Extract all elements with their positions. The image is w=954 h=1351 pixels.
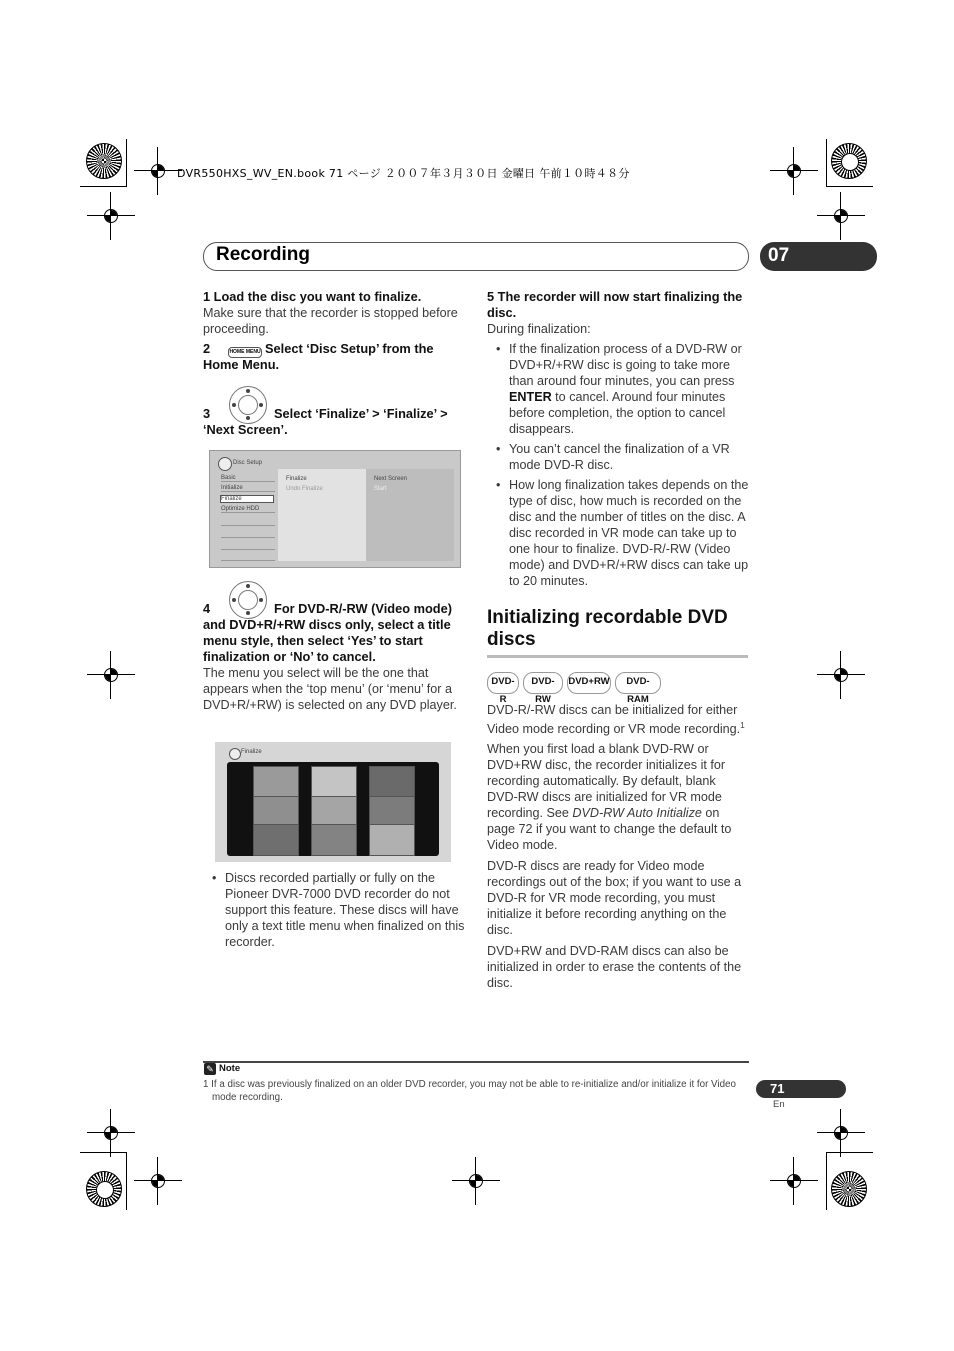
option-start[interactable]: Start: [374, 486, 387, 492]
step-4: [203, 601, 465, 713]
registration-target-icon: [101, 206, 121, 226]
registration-target-icon: [831, 665, 851, 685]
bullet-vr-mode: • You can’t cancel the finalization of a VR mode DVD-R disc.: [487, 441, 749, 473]
step-1: [203, 289, 465, 337]
section-heading: Initializing recordable DVD discs: [487, 607, 728, 650]
crop-mark: [80, 186, 126, 187]
registration-target-icon: [148, 1171, 168, 1191]
step-1-title: 1 Load the disc you want to finalize.: [203, 289, 422, 304]
crop-mark: [126, 1152, 127, 1210]
chapter-number: 07: [768, 245, 790, 266]
registration-target-icon: [466, 1171, 486, 1191]
divider: [221, 549, 275, 550]
step-2-number: 2: [203, 341, 211, 356]
submenu-panel: [278, 469, 366, 561]
divider: [221, 525, 275, 526]
registration-target-icon: [101, 1123, 121, 1143]
home-menu-button-icon: HOME MENU: [228, 347, 262, 358]
registration-target-icon: [101, 665, 121, 685]
crop-mark: [80, 1152, 126, 1153]
menu-item-optimize-hdd[interactable]: Optimize HDD: [221, 506, 275, 513]
heading-rule: [487, 655, 748, 658]
step-5-title: 5 The recorder will now start finalizing the disc.: [487, 289, 743, 320]
left-bullets: [203, 870, 465, 954]
disc-tag-dvd-plus-rw: DVD+RW: [567, 672, 611, 694]
step-4-title: For DVD-R/-RW (Video mode) and DVD+R/+RW discs only, select a title menu style, then select ‘Yes’ to start finalization or ‘No’ to cancel.: [203, 601, 452, 664]
crop-mark: [126, 139, 127, 187]
disc-tag-dvd-r: DVD-R: [487, 672, 519, 694]
print-header: DVR550HXS_WV_EN.book 71 ページ ２００７年３月３０日 金曜日 午前１０時４８分: [177, 167, 630, 180]
step-2-title: Select ‘Disc Setup’ from the Home Menu.: [203, 341, 434, 372]
menu-style-thumbnail[interactable]: [253, 766, 299, 798]
registration-target-icon: [831, 206, 851, 226]
step-3-title: Select ‘Finalize’ > ‘Finalize’ > ‘Next Screen’.: [203, 406, 448, 437]
para-2-text-end: on page 72 if you want to change the default to Video mode.: [487, 806, 732, 853]
note-pencil-icon: ✎: [204, 1063, 216, 1075]
registration-wheel-icon: [831, 1171, 867, 1207]
registration-wheel-icon: [86, 143, 122, 179]
page-lang: En: [773, 1099, 785, 1110]
crop-mark: [826, 139, 827, 187]
menu-style-thumbnail[interactable]: [311, 766, 357, 798]
screen-title: Finalize: [241, 749, 262, 755]
crop-mark: [826, 1152, 827, 1210]
crop-mark: [827, 186, 873, 187]
para-2: [487, 741, 749, 853]
submenu-undo-finalize[interactable]: Undo Finalize: [286, 486, 323, 492]
bullet-cancel: [487, 341, 749, 437]
registration-wheel-icon: [86, 1171, 122, 1207]
bullet-duration: • How long finalization takes depends on the type of disc, how much is recorded on the disc and the number of titles on the disc. A disc recorded in VR mode can take up to one hour to finalize. DVD-R/-RW (Video mode) and DVD+R/+RW discs can take up to 20 minutes.: [487, 477, 749, 589]
step-5: [487, 289, 749, 593]
option-next-screen[interactable]: Next Screen: [374, 476, 408, 482]
para-4: DVD+RW and DVD-RAM discs can also be initialized in order to erase the contents of the disc.: [487, 944, 742, 991]
para-1: [487, 702, 749, 737]
registration-target-icon: [148, 161, 168, 181]
cross-reference: DVD-RW Auto Initialize: [572, 806, 702, 821]
registration-target-icon: [784, 1171, 804, 1191]
registration-target-icon: [831, 1123, 851, 1143]
para-1-text: DVD-R/-RW discs can be initialized for either Video mode recording or VR mode recording.: [487, 703, 741, 737]
disc-icon: [218, 457, 232, 471]
finalize-screen: [215, 742, 451, 862]
chapter-title: Recording: [216, 244, 310, 265]
disc-tag-dvd-rw: DVD-RW: [523, 672, 563, 694]
menu-item-initialize[interactable]: Initialize: [221, 485, 275, 492]
bullet-cancel-text: If the finalization process of a DVD-RW or DVD+R/+RW disc is going to take more than around four minutes, you can press ENTER to cancel. Around four minutes before completion, the option to cancel disappears.: [509, 342, 742, 436]
menu-item-basic[interactable]: Basic: [221, 475, 275, 482]
menu-column: [218, 473, 276, 561]
registration-wheel-icon: [831, 143, 867, 179]
menu-style-thumbnail[interactable]: [311, 824, 357, 856]
chapter-number-badge: [760, 242, 877, 271]
step-1-body: Make sure that the recorder is stopped before proceeding.: [203, 306, 458, 336]
note-rule: [203, 1061, 749, 1063]
page-number: 71: [770, 1081, 785, 1096]
step-3-number: 3: [203, 406, 211, 421]
footnote-ref[interactable]: 1: [740, 721, 745, 730]
para-3: DVD-R discs are ready for Video mode recordings out of the box; if you want to use a DVD-R for VR mode recording, you must initialize it before recording anything on the disc.: [487, 859, 742, 938]
divider: [221, 560, 275, 561]
menu-style-thumbnail[interactable]: [369, 766, 415, 798]
divider: [221, 537, 275, 538]
step-5-body: During finalization:: [487, 322, 591, 336]
step-4-body: The menu you select will be the one that appears when the ‘top menu’ (or ‘menu’ for a DVD+R/+RW) is selected on any DVD player.: [203, 666, 457, 712]
enter-key-label: ENTER: [509, 390, 552, 404]
disc-tag-dvd-ram: DVD-RAM: [615, 672, 661, 694]
para-2-text: When you first load a blank DVD-RW or DVD+RW disc, the recorder initializes it for recording automatically. By default, blank DVD-RW discs are initialized for VR mode recording. See: [487, 742, 726, 821]
menu-style-thumbnail[interactable]: [369, 824, 415, 856]
options-panel: [366, 469, 454, 561]
page-number-badge: [756, 1080, 846, 1098]
disc-icon: [229, 748, 241, 760]
menu-style-thumbnail[interactable]: [253, 824, 299, 856]
step-4-number: 4: [203, 601, 211, 616]
initialize-text: [487, 702, 749, 991]
bullet-item: • Discs recorded partially or fully on the Pioneer DVR-7000 DVD recorder do not support this feature. These discs will have only a text title menu when finalized on this recorder.: [203, 870, 465, 950]
menu-item-finalize[interactable]: Finalize: [220, 495, 274, 503]
crop-mark: [827, 1152, 873, 1153]
registration-target-icon: [784, 161, 804, 181]
submenu-finalize[interactable]: Finalize: [286, 476, 307, 482]
note-label: Note: [219, 1063, 241, 1074]
screen-title: Disc Setup: [233, 460, 263, 466]
disc-setup-screen: [209, 450, 461, 568]
title-menu-grid: [227, 762, 439, 856]
note-text: 1 If a disc was previously finalized on an older DVD recorder, you may not be able to re-initialize and/or initialize it for Video mode recording.: [203, 1079, 736, 1103]
